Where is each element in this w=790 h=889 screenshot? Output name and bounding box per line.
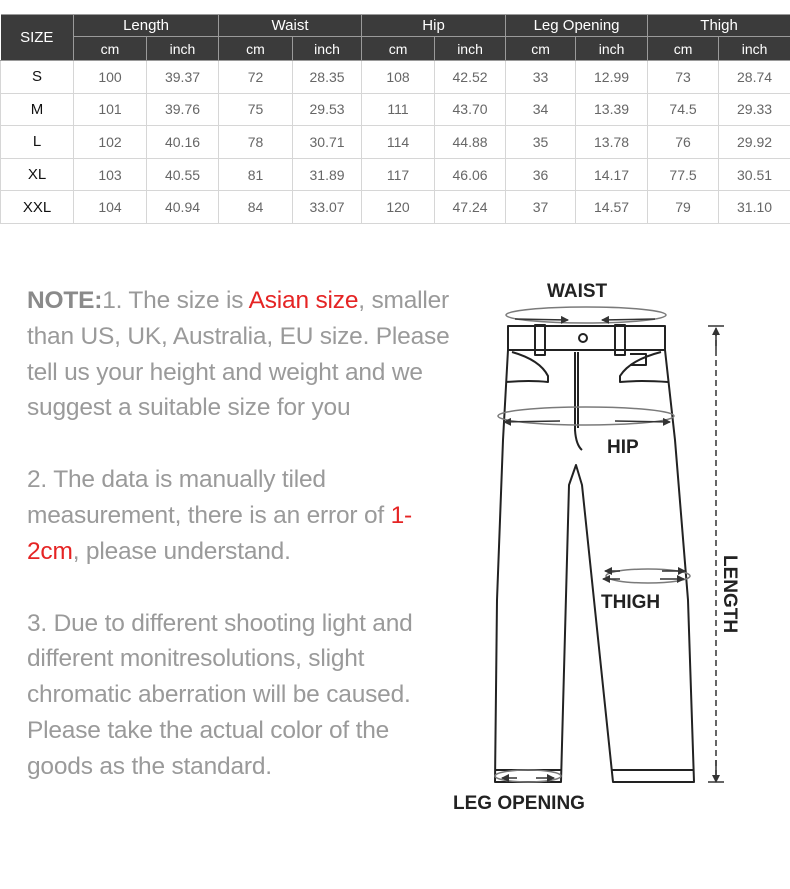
note-label: NOTE: — [27, 287, 103, 314]
table-row — [1, 61, 790, 94]
length-group-header: Length — [74, 15, 219, 37]
note-2-prefix: 2. The data is manually tiled measurement, there is an error of — [27, 466, 391, 529]
measurement-cell: 114 — [362, 126, 435, 159]
measurement-cell: 35 — [506, 126, 576, 159]
measurement-cell: 44.88 — [435, 126, 506, 159]
unit-header-cm: cm — [74, 37, 147, 61]
measurement-cell: 102 — [74, 126, 147, 159]
note-2-text: , please understand. — [72, 537, 291, 565]
note-2-highlight: 1-2cm — [27, 501, 412, 565]
unit-header-cm: cm — [362, 37, 435, 61]
measurement-cell: 14.17 — [576, 158, 648, 191]
measurement-cell: 33.07 — [293, 191, 362, 224]
measurement-cell: 42.52 — [435, 61, 506, 94]
measurement-cell: 31.89 — [293, 158, 362, 191]
measurement-cell: 40.55 — [147, 158, 219, 191]
measurement-cell: 103 — [74, 158, 147, 191]
measurement-cell: 29.92 — [719, 126, 790, 159]
thigh-label: THIGH — [601, 592, 661, 613]
unit-header-cm: cm — [648, 37, 719, 61]
measurement-cell: 34 — [506, 93, 576, 126]
unit-header-inch: inch — [719, 37, 790, 61]
unit-header-cm: cm — [219, 37, 293, 61]
measurement-cell: 43.70 — [435, 93, 506, 126]
measurement-cell: 84 — [219, 191, 293, 224]
size-cell: XXL — [1, 191, 74, 224]
measurement-cell: 117 — [362, 158, 435, 191]
measurement-cell: 100 — [74, 61, 147, 94]
leg-opening-label: LEG OPENING — [453, 793, 585, 814]
measurement-cell: 14.57 — [576, 191, 648, 224]
note-1-text: , smaller than US, UK, Australia, EU size. Please tell us your height and weight and we suggest a suitable size for you — [27, 287, 450, 422]
measurement-cell: 79 — [648, 191, 719, 224]
measurement-cell: 29.33 — [719, 93, 790, 126]
table-row — [1, 191, 790, 224]
size-cell: XL — [1, 158, 74, 191]
measurement-cell: 104 — [74, 191, 147, 224]
size-cell: S — [1, 61, 74, 94]
unit-header-inch: inch — [293, 37, 362, 61]
pants-measurement-diagram — [440, 270, 790, 830]
size-cell: M — [1, 93, 74, 126]
leg-opening-group-header: Leg Opening — [506, 15, 648, 37]
measurement-cell: 39.37 — [147, 61, 219, 94]
measurement-cell: 120 — [362, 191, 435, 224]
waist-group-header: Waist — [219, 15, 362, 37]
size-cell: L — [1, 126, 74, 159]
measurement-cell: 108 — [362, 61, 435, 94]
waist-label: WAIST — [547, 281, 608, 302]
measurement-cell: 75 — [219, 93, 293, 126]
measurement-cell: 39.76 — [147, 93, 219, 126]
note-3: 3. Due to different shooting light and different monitresolutions, slight chromatic aberration will be caused. Please take the actual color of the goods as the standard. — [27, 609, 413, 780]
size-column-header: SIZE — [1, 15, 74, 61]
measurement-cell: 111 — [362, 93, 435, 126]
notes-block — [27, 283, 457, 821]
measurement-cell: 28.74 — [719, 61, 790, 94]
measurement-cell: 101 — [74, 93, 147, 126]
measurement-cell: 29.53 — [293, 93, 362, 126]
table-row — [1, 158, 790, 191]
table-header — [1, 15, 790, 61]
measurement-cell: 76 — [648, 126, 719, 159]
measurement-cell: 74.5 — [648, 93, 719, 126]
measurement-cell: 47.24 — [435, 191, 506, 224]
table-row — [1, 93, 790, 126]
measurement-cell: 28.35 — [293, 61, 362, 94]
length-label: LENGTH — [719, 555, 740, 634]
measurement-cell: 72 — [219, 61, 293, 94]
unit-header-inch: inch — [435, 37, 506, 61]
measurement-cell: 40.16 — [147, 126, 219, 159]
measurement-cell: 30.71 — [293, 126, 362, 159]
measurement-cell: 13.78 — [576, 126, 648, 159]
unit-header-inch: inch — [147, 37, 219, 61]
note-2 — [27, 462, 457, 569]
table-body — [1, 61, 790, 224]
measurement-cell: 12.99 — [576, 61, 648, 94]
hip-label: HIP — [607, 437, 639, 458]
measurement-cell: 78 — [219, 126, 293, 159]
measurement-cell: 36 — [506, 158, 576, 191]
measurement-cell: 73 — [648, 61, 719, 94]
note-1-prefix: 1. The size is — [102, 287, 249, 314]
measurement-cell: 81 — [219, 158, 293, 191]
measurement-cell: 77.5 — [648, 158, 719, 191]
measurement-cell: 13.39 — [576, 93, 648, 126]
measurement-cell: 33 — [506, 61, 576, 94]
unit-header-cm: cm — [506, 37, 576, 61]
measurement-cell: 46.06 — [435, 158, 506, 191]
note-1-highlight: Asian size — [248, 287, 359, 314]
note-1 — [27, 283, 457, 426]
pants-illustration — [440, 270, 790, 830]
measurement-cell: 31.10 — [719, 191, 790, 224]
table-row — [1, 126, 790, 159]
unit-header-inch: inch — [576, 37, 648, 61]
measurement-cell: 37 — [506, 191, 576, 224]
measurement-cell: 40.94 — [147, 191, 219, 224]
hip-group-header: Hip — [362, 15, 506, 37]
measurement-cell: 30.51 — [719, 158, 790, 191]
size-chart-table — [0, 14, 790, 224]
thigh-group-header: Thigh — [648, 15, 790, 37]
